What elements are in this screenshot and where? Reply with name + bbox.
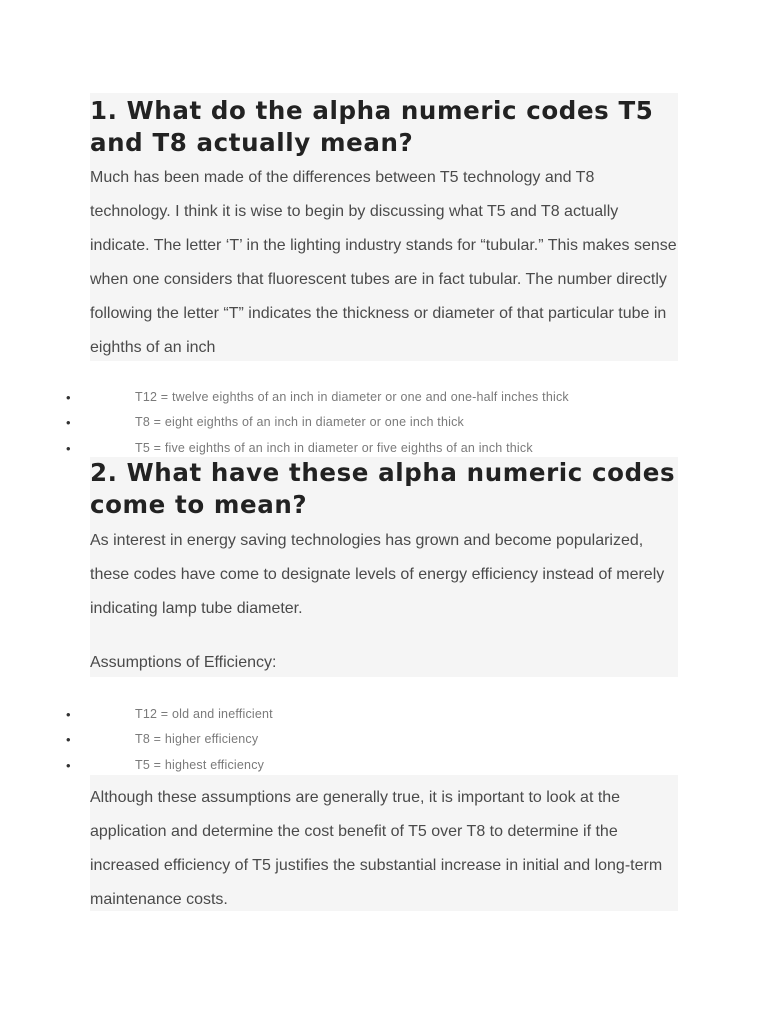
list-item-text: T12 = old and inefficient bbox=[135, 707, 273, 721]
section-3 bbox=[90, 775, 678, 911]
bullet-icon: • bbox=[66, 707, 71, 722]
list-item-text: T8 = eight eighths of an inch in diameter or one inch thick bbox=[135, 415, 464, 430]
section-2-heading: 2. What have these alpha numeric codes come to mean? bbox=[90, 458, 676, 519]
section-1 bbox=[90, 93, 678, 361]
list-item-text: T8 = higher efficiency bbox=[135, 732, 259, 747]
list-item-text: T5 = highest efficiency bbox=[135, 757, 265, 772]
bullet-icon: • bbox=[66, 390, 71, 405]
bullet-icon: • bbox=[66, 415, 71, 431]
list-item-text: T12 = twelve eighths of an inch in diameter or one and one-half inches thick bbox=[135, 390, 569, 404]
bullet-icon: • bbox=[66, 732, 71, 748]
section-1-paragraph: Much has been made of the differences between T5 technology and T8 technology. I think it is wise to begin by discussing what T5 and T8 actually indicate. The letter ‘T’ in the lighting industry stands for “tubular.” This makes sense when one considers that fluorescent tubes are in fact tubular. The number directly following the letter “T” indicates the thickness or diameter of that particular tube in eighths of an inch bbox=[90, 169, 677, 356]
list-item-text: T5 = five eighths of an inch in diameter or five eighths of an inch thick bbox=[135, 440, 533, 455]
section-3-paragraph: Although these assumptions are generally true, it is important to look at the application and determine the cost benefit of T5 over T8 to determine if the increased efficiency of T5 justifies the substantial increase in initial and long-term maintenance costs. bbox=[90, 789, 663, 908]
section-1-heading: 1. What do the alpha numeric codes T5 and T8 actually mean? bbox=[90, 96, 654, 157]
bullet-icon: • bbox=[66, 440, 71, 456]
section-2 bbox=[90, 457, 678, 677]
section-2-paragraph: As interest in energy saving technologies has grown and become popularized, these codes have come to designate levels of energy efficiency instead of merely indicating lamp tube diameter. bbox=[90, 532, 665, 617]
assumptions-subheading: Assumptions of Efficiency: bbox=[90, 654, 277, 671]
bullet-icon: • bbox=[66, 757, 71, 773]
